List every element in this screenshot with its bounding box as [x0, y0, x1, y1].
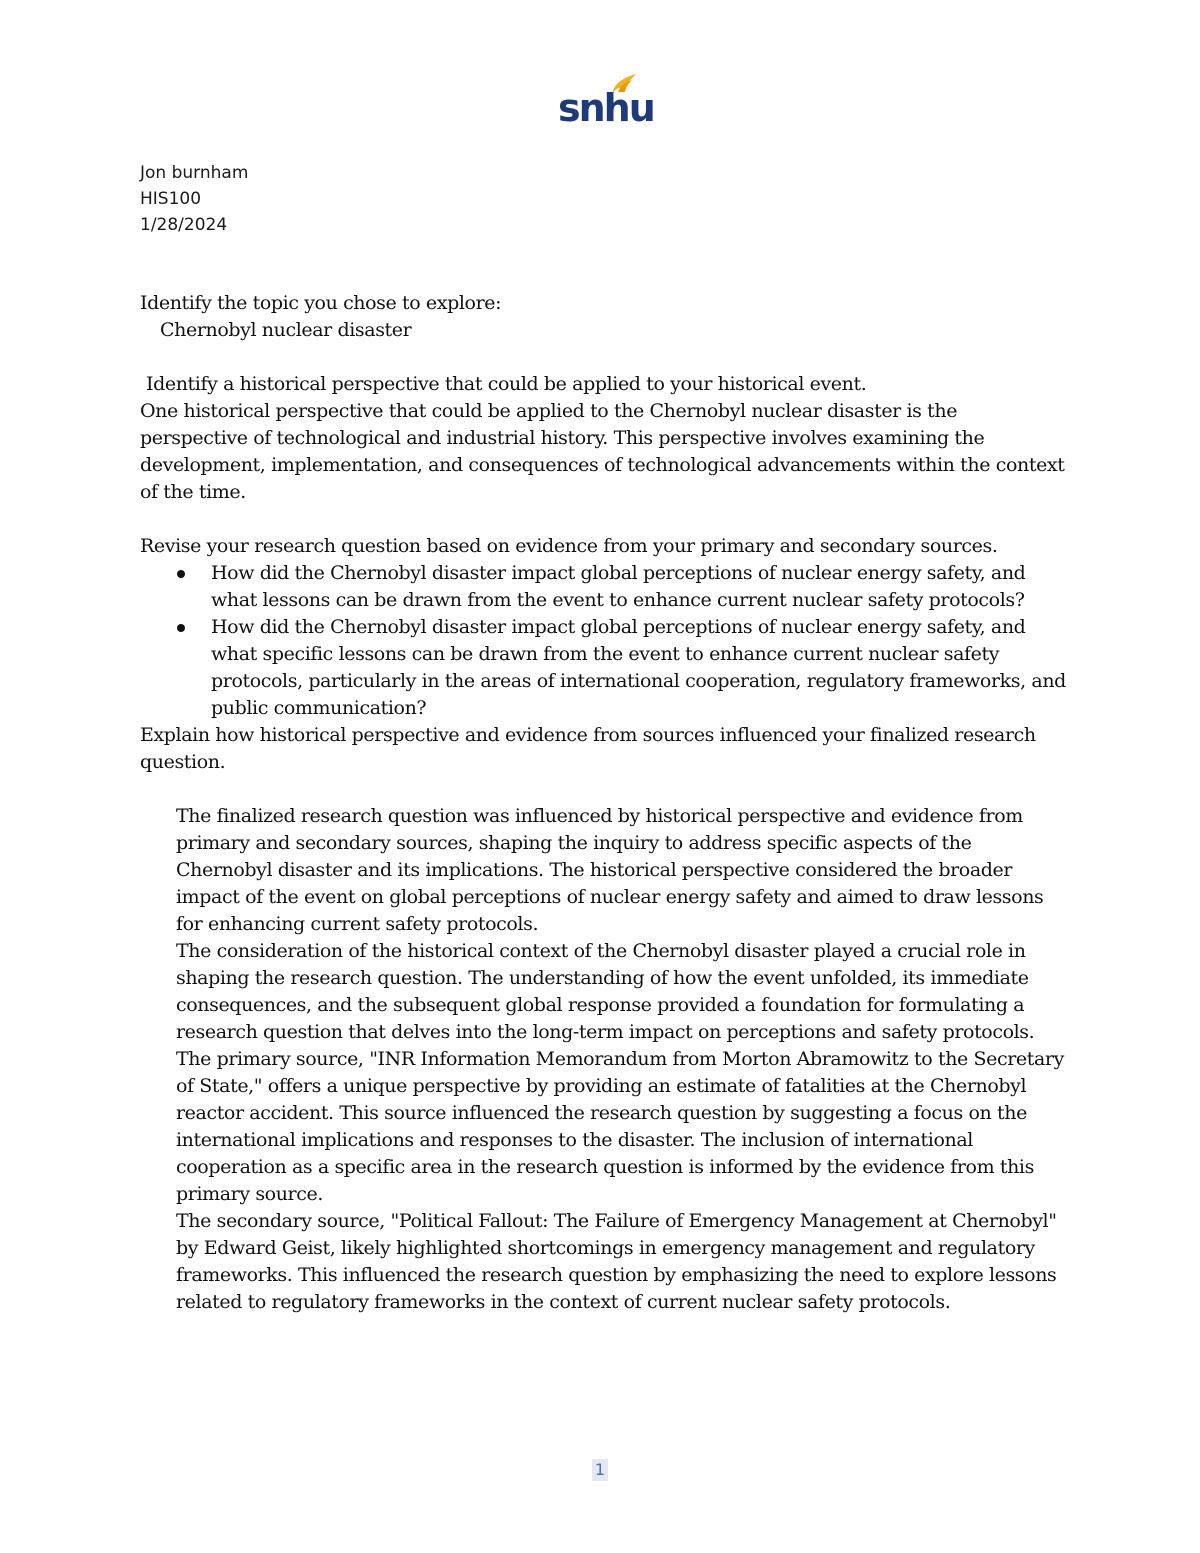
document-body	[140, 290, 1070, 1316]
topic-prompt: Identify the topic you chose to explore:	[140, 292, 502, 314]
explain-prompt: Explain how historical perspective and evidence from sources influenced your finalized research question.	[140, 724, 1036, 773]
snhu-logo	[554, 72, 654, 134]
student-header	[140, 160, 248, 238]
page-number: 1	[592, 1459, 608, 1481]
explain-paragraph: The secondary source, "Political Fallout: The Failure of Emergency Management at Chernobyl" by Edward Geist, likely highlighted shortcomings in emergency management and regulatory frameworks. This influenced the research question by emphasizing the need to explore lessons related to regulatory frameworks in the context of current nuclear safety protocols.	[176, 1210, 1057, 1313]
logo-wordmark: snhu	[558, 86, 654, 130]
explain-paragraph: The finalized research question was influenced by historical perspective and evidence from primary and secondary sources, shaping the inquiry to address specific aspects of the Chernobyl disaster and its implications. The historical perspective considered the broader impact of the event on global perceptions of nuclear energy safety and aimed to draw lessons for enhancing current safety protocols.	[176, 805, 1044, 935]
perspective-prompt: Identify a historical perspective that could be applied to your historical event.	[146, 373, 867, 395]
submission-date: 1/28/2024	[140, 215, 228, 235]
perspective-answer: One historical perspective that could be applied to the Chernobyl nuclear disaster is the perspective of technological and industrial history. This perspective involves examining the development, implementation, and consequences of technological advancements within the context of the time.	[140, 400, 1065, 503]
explain-paragraph: The consideration of the historical context of the Chernobyl disaster played a crucial role in shaping the research question. The understanding of how the event unfolded, its immediate consequences, and the subsequent global response provided a foundation for formulating a research question that delves into the long-term impact on perceptions and safety protocols.	[176, 940, 1035, 1043]
course-code: HIS100	[140, 189, 202, 209]
list-item: How did the Chernobyl disaster impact global perceptions of nuclear energy safety, and what lessons can be drawn from the event to enhance current nuclear safety protocols?	[211, 560, 1070, 614]
explain-answer	[140, 803, 1070, 1316]
explain-paragraph: The primary source, "INR Information Memorandum from Morton Abramowitz to the Secretary of State," offers a unique perspective by providing an estimate of fatalities at the Chernobyl reactor accident. This source influenced the research question by suggesting a focus on the international implications and responses to the disaster. The inclusion of international cooperation as a specific area in the research question is informed by the evidence from this primary source.	[176, 1048, 1064, 1205]
list-item: How did the Chernobyl disaster impact global perceptions of nuclear energy safety, and what specific lessons can be drawn from the event to enhance current nuclear safety protocols, particularly in the areas of international cooperation, regulatory frameworks, and public communication?	[211, 614, 1070, 722]
student-name: Jon burnham	[140, 163, 249, 183]
topic-answer: Chernobyl nuclear disaster	[160, 319, 412, 341]
research-questions-list	[140, 560, 1070, 722]
revise-prompt: Revise your research question based on evidence from your primary and secondary sources.	[140, 535, 998, 557]
